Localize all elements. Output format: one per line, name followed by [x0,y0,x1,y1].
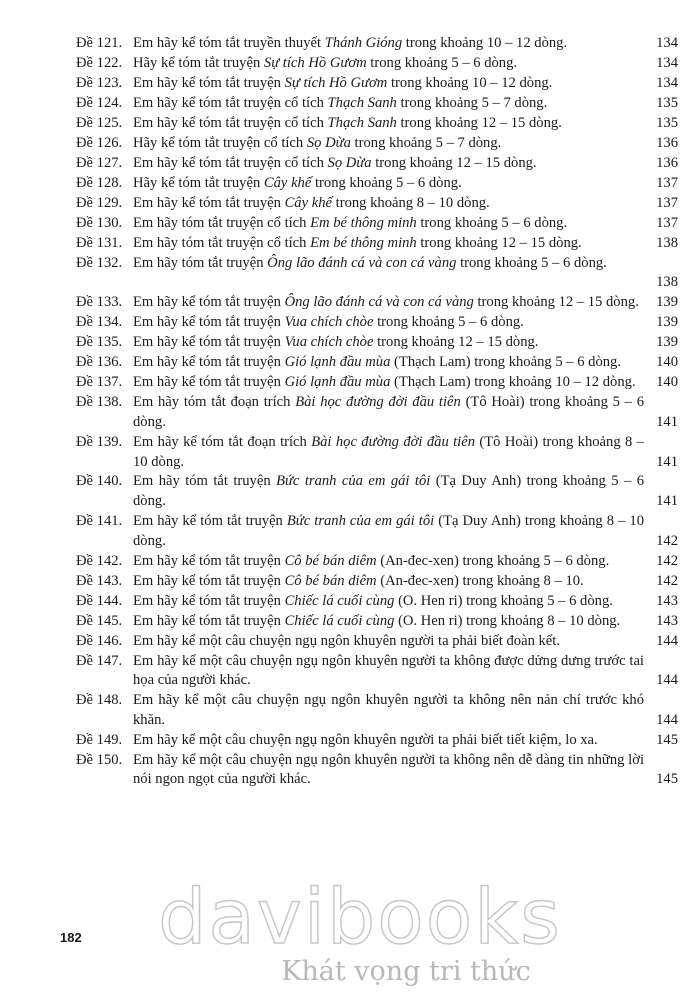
toc-entry [76,691,678,730]
toc-entry-label: Đề 139. [76,433,123,450]
toc-entry-page: 138 [656,234,678,251]
toc-entry-title [133,293,644,313]
toc-entry-title [133,433,644,472]
toc-entry-title [133,592,644,612]
toc-entry-label: Đề 132. [76,254,123,271]
toc-entry-title [133,552,644,572]
toc-entry [76,393,678,432]
toc-entry-page: 138 [656,274,678,291]
page-number: 182 [60,930,82,945]
toc-entry [76,154,678,174]
toc-entry-text: trong khoảng 8 – 10 dòng. [332,194,490,211]
toc-entry-page: 139 [656,294,678,311]
toc-entry-title [133,691,644,730]
toc-entry-text: Em hãy kể tóm tắt truyện [133,374,285,391]
toc-entry-text: Hãy kể tóm tắt truyện cổ tích [133,134,307,151]
story-title: Chiếc lá cuối cùng [284,612,395,629]
toc-entry-page: 136 [656,134,678,151]
toc-entry [76,194,678,214]
toc-entry-page: 141 [656,493,678,510]
toc-entry-title [133,54,644,74]
story-title: Bài học đường đời đầu tiên [295,394,461,411]
toc-entry-label: Đề 141. [76,513,123,530]
toc-entry-page: 142 [656,572,678,589]
toc-entry-text: Em hãy kể tóm tắt truyện cổ tích [133,154,328,171]
toc-entry-title [133,74,644,94]
toc-entry-label: Đề 127. [76,154,123,171]
toc-entry-text: Em hãy kể một câu chuyện ngụ ngôn khuyên người ta phải biết đoàn kết. [133,632,560,649]
toc-entry-text: (Tô Hoài) trong khoảng 8 – 10 dòng. [133,433,644,470]
toc-entry-text: (Tạ Duy Anh) trong khoảng 5 – 6 dòng. [133,473,644,510]
toc-entry-label: Đề 122. [76,54,123,71]
toc-entry-label: Đề 135. [76,334,123,351]
story-title: Vua chích chòe [284,314,374,331]
story-title: Chiếc lá cuối cùng [284,592,395,609]
toc-entry-label: Đề 124. [76,94,123,111]
toc-entry-page: 140 [656,374,678,391]
toc-entry-page: 142 [656,552,678,569]
toc-entry-text: Em hãy kể tóm tắt đoạn trích [133,433,312,450]
toc-entry-label: Đề 131. [76,234,123,251]
toc-entry-page: 139 [656,314,678,331]
watermark-brand: davibooks [158,872,562,961]
toc-entry-label: Đề 148. [76,692,123,709]
toc-entry-text: (Tô Hoài) trong khoảng 5 – 6 dòng. [133,394,644,430]
toc-entry-page: 136 [656,154,678,171]
toc-entry-page: 137 [656,214,678,231]
toc-entry [76,632,678,652]
story-title: Bài học đường đời đầu tiên [311,433,476,450]
toc-entry-page: 144 [656,632,678,649]
toc-entry-title [133,512,644,551]
toc-entry-title [133,313,644,333]
toc-entry-title [133,652,644,691]
toc-entry-text: Em hãy kể tóm tắt truyện [133,354,285,371]
toc-entry-text: trong khoảng 5 – 7 dòng. [396,94,548,111]
toc-entry-label: Đề 130. [76,214,123,231]
toc-entry-text: Em hãy tóm tắt truyện [133,473,277,490]
story-title: Gió lạnh đầu mùa [284,374,391,391]
toc-entry-text: Em hãy kể tóm tắt truyện [133,552,285,569]
toc-entry [76,731,678,751]
toc-entry-page: 139 [656,334,678,351]
toc-entry-label: Đề 129. [76,194,123,211]
toc-entry-label: Đề 142. [76,552,123,569]
toc-entry-title [133,572,644,592]
toc-entry-label: Đề 150. [76,751,123,768]
toc-entry-text: Em hãy kể tóm tắt truyện cổ tích [133,94,328,111]
toc-entry-text: (An-đec-xen) trong khoảng 5 – 6 dòng. [376,552,610,569]
toc-entry-text: Em hãy kể tóm tắt truyền thuyết [133,35,325,51]
story-title: Ông lão đánh cá và con cá vàng [284,294,474,311]
toc-entry-label: Đề 144. [76,592,123,609]
toc-entry-label: Đề 147. [76,652,123,669]
toc-entry-title [133,333,644,353]
toc-entry-page: 144 [656,672,678,689]
story-title: Thạch Sanh [327,94,397,111]
toc-entry [76,234,678,254]
toc-entry-text: trong khoảng 5 – 6 dòng. [366,54,518,71]
toc-entry-label: Đề 136. [76,354,123,371]
toc-entry-title [133,632,644,652]
toc-entry-page: 140 [656,354,678,371]
toc-entry-title [133,114,644,134]
toc-entry-text: Em hãy tóm tắt truyện [133,254,268,271]
toc-entry-text: Em hãy kể một câu chuyện ngụ ngôn khuyên người ta không được dửng dưng trước tai họa của người khác. [133,652,644,689]
toc-entry-title [133,174,644,194]
toc-entry-label: Đề 143. [76,572,123,589]
toc-entry-text: Em hãy kể tóm tắt truyện [133,334,285,351]
toc-entry [76,572,678,592]
toc-entry [76,373,678,393]
toc-entry-title [133,234,644,254]
story-title: Cây khế [284,194,332,211]
toc-entry-text: trong khoảng 12 – 15 dòng. [473,294,639,311]
toc-entry-page: 137 [656,174,678,191]
toc-entry-text: Em hãy tóm tắt truyện cổ tích [133,214,311,231]
toc-entry-text: trong khoảng 5 – 6 dòng. [373,314,524,331]
toc-entry-page: 141 [656,413,678,430]
story-title: Em bé thông minh [310,234,417,251]
toc-entry-text: Em hãy kể tóm tắt truyện [133,314,285,331]
toc-entry-title [133,94,644,114]
toc-entry-title [133,254,644,274]
toc-entry-text: Em hãy kể tóm tắt truyện [133,572,285,589]
toc-entry-text: trong khoảng 10 – 12 dòng. [402,35,568,51]
toc-entry-label: Đề 134. [76,314,123,331]
story-title: Sự tích Hồ Gươm [284,74,388,91]
toc-entry-title [133,214,644,234]
toc-entry [76,333,678,353]
toc-entry-text: Em hãy kể một câu chuyện ngụ ngôn khuyên người ta không nên dễ dàng tin những lời nói ngon ngọt của người khác. [133,751,644,788]
toc-entry-text: (Tạ Duy Anh) trong khoảng 8 – 10 dòng. [133,513,644,549]
toc-entry-label: Đề 137. [76,374,123,391]
toc-entry [76,652,678,691]
toc-entry [76,214,678,234]
toc-entry-text: Em hãy kể tóm tắt truyện [133,74,285,91]
toc-entry-page: 134 [656,74,678,91]
toc-entry-title [133,373,644,393]
toc-entry-text: Em hãy tóm tắt truyện cổ tích [133,234,311,251]
toc-entry-text: Em hãy kể tóm tắt truyện cổ tích [133,114,328,131]
story-title: Thánh Gióng [324,35,403,51]
toc-entry-label: Đề 128. [76,174,123,191]
toc-entry [76,174,678,194]
toc-entry-title [133,194,644,214]
toc-entry-label: Đề 149. [76,731,123,748]
story-title: Cây khế [263,174,312,191]
toc-entry [76,94,678,114]
story-title: Sự tích Hồ Gươm [263,54,367,71]
toc-entry-page: 144 [656,711,678,728]
toc-entry-title [133,612,644,632]
story-title: Vua chích chòe [284,334,374,351]
story-title: Gió lạnh đầu mùa [284,354,391,371]
toc-entry-label: Đề 123. [76,74,123,91]
toc-entry [76,254,678,293]
story-title: Sọ Dừa [306,134,351,151]
toc-entry-title [133,751,644,790]
toc-entry [76,293,678,313]
toc-entry-text: trong khoảng 5 – 6 dòng. [456,254,607,271]
toc-entry [76,74,678,94]
toc-entry-text: Em hãy kể tóm tắt truyện [133,513,287,530]
story-title: Thạch Sanh [327,114,397,131]
toc-entry-label: Đề 126. [76,134,123,151]
story-title: Bức tranh của em gái tôi [286,513,435,530]
toc-entry-text: (O. Hen ri) trong khoảng 8 – 10 dòng. [394,612,621,629]
toc-entry-label: Đề 138. [76,394,123,411]
toc-entry-label: Đề 121. [76,35,123,51]
toc-entry-text: (An-đec-xen) trong khoảng 8 – 10. [376,572,584,589]
toc-entry [76,353,678,373]
watermark-slogan: Khát vọng tri thức [281,956,531,987]
toc-entry [76,751,678,790]
toc-entry [76,612,678,632]
table-of-contents [76,34,678,790]
toc-entry-title [133,134,644,154]
toc-entry [76,114,678,134]
toc-entry-text: (Thạch Lam) trong khoảng 5 – 6 dòng. [390,354,621,371]
toc-entry-text: trong khoảng 5 – 7 dòng. [350,134,502,151]
toc-entry-page: 145 [656,731,678,748]
toc-entry [76,134,678,154]
toc-entry-page: 143 [656,592,678,609]
story-title: Sọ Dừa [327,154,372,171]
toc-entry-page: 134 [656,35,678,51]
toc-entry-text: trong khoảng 10 – 12 dòng. [387,74,553,91]
toc-entry-page: 137 [656,194,678,211]
toc-entry-page: 135 [656,94,678,111]
toc-entry [76,34,678,54]
toc-entry-text: trong khoảng 12 – 15 dòng. [373,334,539,351]
toc-entry-text: trong khoảng 5 – 6 dòng. [416,214,568,231]
toc-entry-text: Em hãy kể tóm tắt truyện [133,294,285,311]
toc-entry-label: Đề 145. [76,612,123,629]
toc-entry-page: 135 [656,114,678,131]
toc-entry-text: Hãy kể tóm tắt truyện [133,174,264,191]
toc-entry-label: Đề 133. [76,294,123,311]
toc-entry-text: (O. Hen ri) trong khoảng 5 – 6 dòng. [394,592,613,609]
toc-entry [76,512,678,551]
toc-entry [76,592,678,612]
toc-entry-title [133,731,644,751]
toc-entry [76,54,678,74]
toc-entry-text: trong khoảng 12 – 15 dòng. [416,234,582,251]
toc-entry-page: 142 [656,532,678,549]
toc-entry-text: (Thạch Lam) trong khoảng 10 – 12 dòng. [390,374,636,391]
story-title: Bức tranh của em gái tôi [276,473,431,490]
toc-entry-text: Em hãy tóm tắt đoạn trích [133,394,296,411]
story-title: Cô bé bán diêm [284,572,377,589]
toc-entry-page: 145 [656,771,678,788]
toc-entry-title [133,154,644,174]
toc-entry-text: Em hãy kể tóm tắt truyện [133,612,285,629]
story-title: Ông lão đánh cá và con cá vàng [267,254,457,271]
toc-entry-text: Em hãy kể một câu chuyện ngụ ngôn khuyên người ta phải biết tiết kiệm, lo xa. [133,731,598,748]
toc-entry-text: Em hãy kể một câu chuyện ngụ ngôn khuyên người ta không nên nản chí trước khó khăn. [133,692,644,728]
toc-entry-page: 143 [656,612,678,629]
toc-entry-text: trong khoảng 12 – 15 dòng. [396,114,562,131]
toc-entry [76,313,678,333]
toc-entry-label: Đề 125. [76,114,123,131]
toc-entry-title [133,472,644,511]
toc-entry-title [133,353,644,373]
toc-entry-text: Em hãy kể tóm tắt truyện [133,194,285,211]
toc-entry-text: Em hãy kể tóm tắt truyện [133,592,285,609]
toc-entry-text: Hãy kể tóm tắt truyện [133,54,264,71]
toc-entry [76,552,678,572]
toc-entry-title [133,393,644,432]
toc-entry-page: 141 [656,453,678,470]
toc-entry [76,433,678,472]
toc-entry-label: Đề 146. [76,632,123,649]
toc-entry-text: trong khoảng 12 – 15 dòng. [371,154,537,171]
story-title: Em bé thông minh [310,214,417,231]
toc-entry-text: trong khoảng 5 – 6 dòng. [311,174,462,191]
story-title: Cô bé bán diêm [284,552,377,569]
toc-entry-title [133,34,644,54]
toc-entry-label: Đề 140. [76,473,123,490]
toc-entry [76,472,678,511]
toc-entry-page: 134 [656,54,678,71]
